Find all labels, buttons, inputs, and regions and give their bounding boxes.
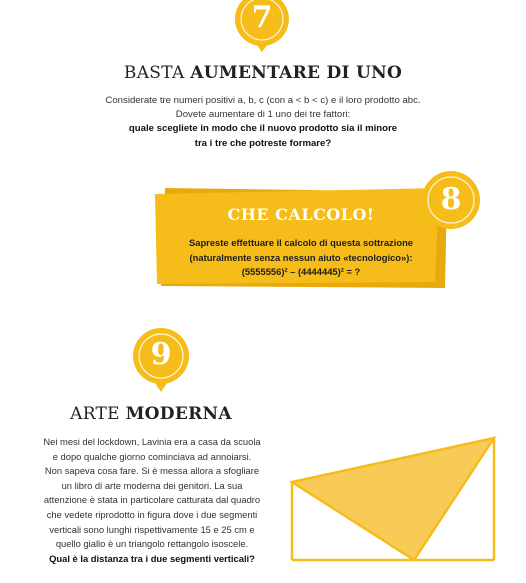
number-badge-9 (131, 326, 191, 396)
number-badge-7 (233, 0, 291, 54)
problem-9-line: e dopo qualche giorno cominciava ad annoiarsi. (52, 450, 252, 462)
problem-9-text (14, 435, 290, 566)
title-bold: AUMENTARE DI UNO (190, 63, 403, 83)
problem-7-line-2: Dovete aumentare di 1 uno dei tre fattori: (175, 109, 351, 121)
badge-number: 9 (150, 337, 172, 372)
problem-7-text (60, 94, 466, 151)
problem-9-line: un libro di arte moderna dei genitori. La sua (61, 479, 243, 491)
triangle-diagram-icon (290, 436, 500, 566)
problem-7-question-2: tra i tre che potreste formare? (194, 137, 332, 149)
problem-8-box (155, 188, 447, 288)
title-bold: MODERNA (125, 404, 232, 424)
problem-8-expression: (5555556)² – (4444445)² = ? (241, 266, 361, 277)
number-badge-8 (417, 168, 485, 236)
problem-7-line-1: Considerate tre numeri positivi a, b, c (con a < b < c) e il loro prodotto abc. (105, 95, 421, 106)
problem-9-line: che vedete riprodotto in figura dove i due segmenti (46, 508, 258, 520)
title-light: ARTE (70, 404, 126, 424)
problem-8-line-2: (naturalmente senza nessun aiuto «tecnologico»): (189, 251, 413, 263)
problem-8-title: CHE CALCOLO! (227, 205, 375, 224)
problem-8-line-1: Sapreste effettuare il calcolo di questa sottrazione (188, 237, 414, 248)
problem-7-question-1: quale scegliete in modo che il nuovo prodotto sia il minore (128, 123, 398, 135)
problem-8-text (165, 236, 437, 280)
problem-9-line: Nei mesi del lockdown, Lavinia era a casa da scuola (43, 436, 261, 447)
problem-9-line: attenzione è stata in particolare catturata dal quadro (43, 494, 261, 506)
badge-number: 7 (251, 0, 273, 35)
painting-figure (290, 436, 500, 571)
problem-9-line: quello giallo è un triangolo rettangolo isoscele. (55, 538, 249, 550)
problem-9-line: verticali sono lunghi rispettivamente 15 e 25 cm e (49, 523, 255, 535)
badge-number: 8 (440, 182, 462, 217)
title-light: BASTA (123, 63, 191, 83)
problem-7-title (0, 63, 526, 83)
problem-9-title (0, 404, 302, 424)
problem-9-line: Non sapeva cosa fare. Si è messa allora a sfogliare (44, 465, 260, 477)
problem-9-question: Qual è la distanza tra i due segmenti verticali? (49, 552, 255, 564)
